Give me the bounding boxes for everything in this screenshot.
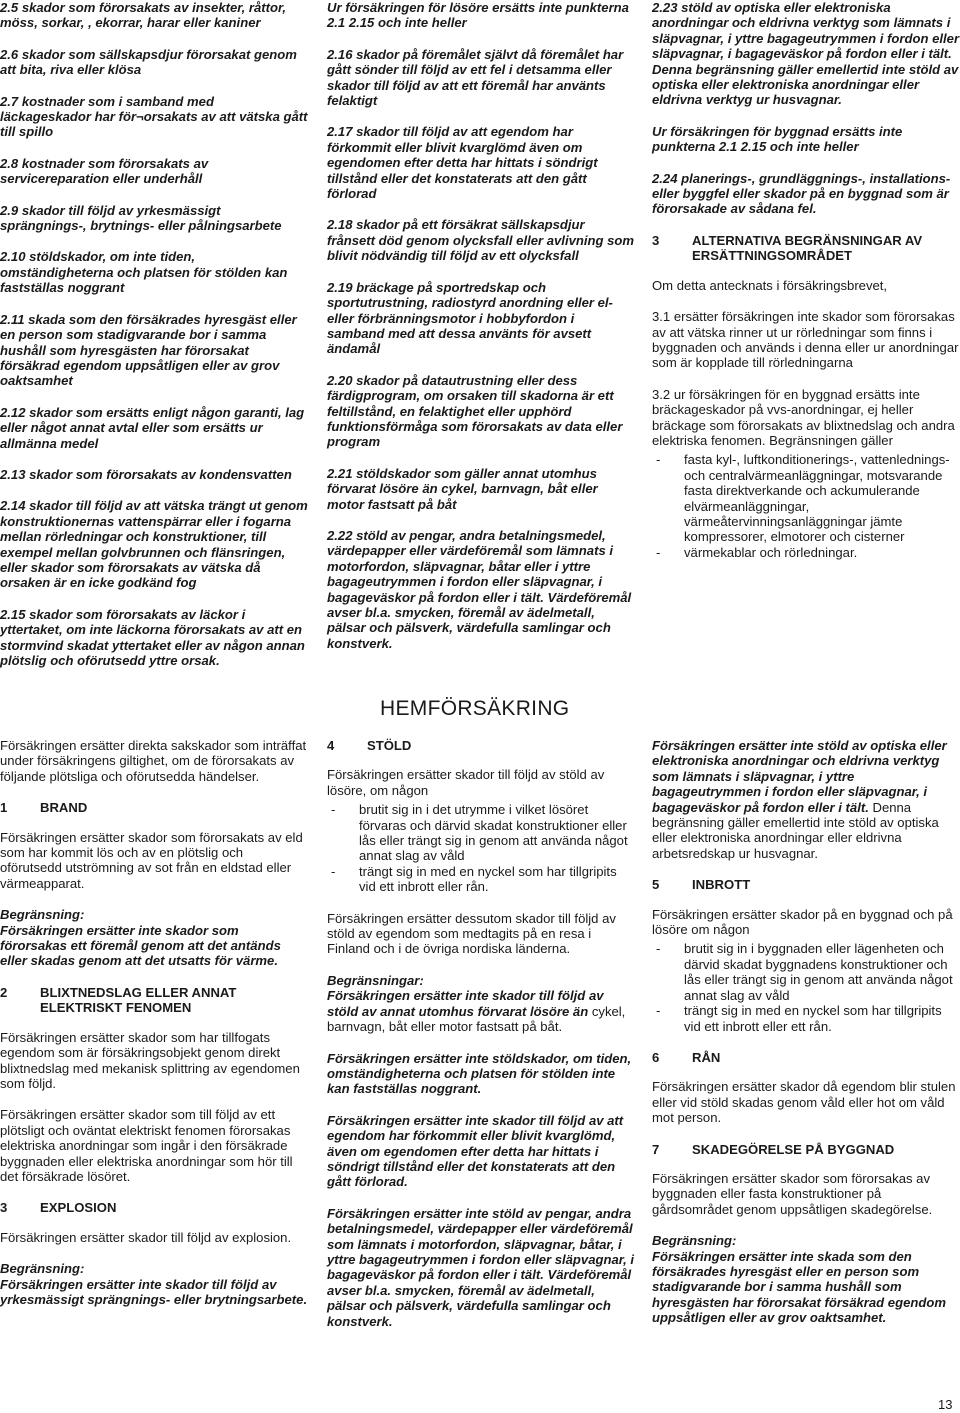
column-3	[652, 0, 960, 576]
limitation-paragraph	[652, 738, 960, 861]
section-title: STÖLD	[367, 738, 412, 753]
section-3-heading	[652, 233, 960, 264]
clause-2-15: 2.15 skador som förorsakats av läckor i yttertaket, om inte läckorna förorsakats av att en stormvind skadat yttertaket eller av någon annan plötslig och oförutsedd yttre orsak.	[0, 606, 305, 668]
clause-2-17: 2.17 skador till följd av att egendom har förkommit eller blivit kvarglömd även om egendomen efter detta har hittats i söndrigt tillstånd eller det konstaterats att den gått förlorad	[327, 124, 598, 202]
section-title: RÅN	[692, 1049, 721, 1065]
clause-2-19: 2.19 bräckage på sportredskap och sportutrustning, radiostyrd anordning eller el- eller förbränningsmotor i hobbyfordon i samband med att dessa använts för avsett ändamål	[327, 279, 613, 357]
list-item: - brutit sig in i byggnaden eller lägenheten och därvid skadat byggnadens konstruktioner och lås eller trängt sig in genom att använda något annat slag av våld	[652, 941, 960, 1003]
limitation-text: Försäkringen ersätter inte skador till följd av yrkesmässigt sprängnings- eller brytningsarbete.	[0, 1276, 308, 1307]
paragraph: Försäkringen ersätter skador till följd av explosion.	[0, 1229, 292, 1245]
paragraph: Försäkringen ersätter skador som förorsakas av byggnaden eller fasta konstruktioner på gårdsområdet genom uppsåtligen skadegörelse.	[652, 1170, 933, 1217]
limitation-label: Begränsningar:	[327, 972, 424, 988]
paragraph: Om detta antecknats i försäkringsbrevet,	[652, 277, 888, 293]
clause-2-6: 2.6 skador som sällskapsdjur förorsakat genom att bita, riva eller klösa	[0, 46, 297, 78]
clause-2-7: 2.7 kostnader som i samband med läckageskador har för¬orsakats av att vätska gått till spillo	[0, 93, 308, 140]
clause-2-18: 2.18 skador på ett försäkrat sällskapsdjur frånsett död genom olycksfall eller avlivning som blivit nödvändig till följd av ett olycksfall	[327, 217, 635, 264]
limitation-text: Försäkringen ersätter inte stöld av optiska eller elektroniska anordningar och eldrivna verktyg som lämnats i släpvagnar, i yttre bagageutrymmen i fordon eller släpvagnar, i bagageväskor på fordon eller i tält.	[652, 738, 947, 815]
clause-2-16: 2.16 skador på föremålet självt då föremålet har gått sönder till följd av ett fel i detsamma eller skador till följd av att ett föremål har använts felaktigt	[327, 46, 624, 109]
section-number: 1	[0, 800, 8, 816]
clause-2-21: 2.21 stöldskador som gäller annat utomhus förvarat lösöre än cykel, barnvagn, båt eller motor fastsatt på båt	[327, 465, 598, 512]
contents-exclusion-intro: Ur försäkringen för lösöre ersätts inte punkterna 2.1 2.15 och inte heller	[327, 0, 629, 31]
section-banner-title: HEMFÖRSÄKRING	[380, 697, 570, 720]
section-number: 4	[327, 738, 335, 753]
limitation-block	[0, 907, 308, 969]
limitation-text-plain: cykel, barnvagn, båt eller motor fastsatt på båt.	[327, 1003, 626, 1035]
list-item: - fasta kyl-, luftkonditionerings-, vattenlednings- och centralvärmeanläggningar, motsvarande fasta direktverkande och ackumulerande elvärmeanläggningar, värmeåtervinningsanläggningar jämte kompressorer, elmotorer och cisterner	[652, 452, 960, 544]
clause-2-23: 2.23 stöld av optiska eller elektroniska anordningar och eldrivna verktyg som lämnats i släpvagnar, i yttre bagageutrymmen i fordon eller släpvagnar, i bagageväskor på fordon eller i tält. Denna begränsning gäller emellertid inte stöld av optiska eller elektroniska anordningar eller eldrivna verktyg ur husvagnar.	[652, 0, 960, 108]
limitation-block	[327, 973, 635, 1035]
clause-2-24: 2.24 planerings-, grundläggnings-, installations- eller byggfel eller skador på en byggnad som är förorsakade av sådana fel.	[652, 170, 951, 217]
clause-2-10: 2.10 stöldskador, om inte tiden, omständigheterna och platsen för stölden kan fastställas noggrant	[0, 249, 288, 296]
limitation-paragraph: Försäkringen ersätter inte stöldskador, om tiden, omständigheterna och platsen för stölden inte kan fastställas noggrant.	[327, 1050, 632, 1097]
column-4	[0, 738, 308, 1323]
limitation-text: Försäkringen ersätter inte skador som förorsakas ett föremål genom att det antänds eller skadas genom att det utsatts för värme.	[0, 922, 281, 969]
section-number: 6	[652, 1049, 660, 1065]
paragraph: Försäkringen ersätter dessutom skador till följd av stöld av egendom som medtagits på en resa i Finland och i de övriga nordiska länderna.	[327, 910, 616, 957]
clause-2-11: 2.11 skada som den försäkrades hyresgäst eller en person som stadigvarande bor i samma hushåll som hyresgästen har förorsakat försäkrad egendom uppsåtligen eller av grov oaktsamhet	[0, 311, 297, 389]
section-number: 2	[0, 984, 8, 1000]
section-title: ALTERNATIVA BEGRÄNSNINGAR AV ERSÄTTNINGSOMRÅDET	[692, 232, 923, 264]
clause-2-13: 2.13 skador som förorsakats av kondensvatten	[0, 466, 292, 482]
limitation-paragraph: Försäkringen ersätter inte skador till följd av att egendom har förkommit eller blivit kvarglömd, även om egendomen efter detta har hittats i söndrigt tillstånd eller det konstaterats att den gått förlorad.	[327, 1112, 624, 1190]
limitation-text: Försäkringen ersätter inte skada som den försäkrades hyresgäst eller en person som stadigvarande bor i samma hushåll som hyresgästen har förorsakat försäkrad egendom uppsåtligen eller av grov oaktsamhet.	[652, 1248, 946, 1326]
section-number: 5	[652, 877, 660, 893]
clause-2-14: 2.14 skador till följd av att vätska trängt ut genom konstruktionernas vattenspärrar eller i fogarna mellan rörledningar och konstruktioner, till exempel mellan golvbrunnen och flänsringen, eller skador som förorsakats av vätska då orsaken är en icke godkänd fog	[0, 498, 308, 591]
clause-2-5: 2.5 skador som förorsakats av insekter, råttor, möss, sorkar, , ekorrar, harar eller kaniner	[0, 0, 287, 31]
limitation-block	[0, 1261, 308, 1307]
clause-2-9: 2.9 skador till följd av yrkesmässigt sprängnings-, brytnings- eller pålningsarbete	[0, 202, 282, 234]
section-number: 3	[0, 1200, 8, 1216]
intro-paragraph: Försäkringen ersätter direkta sakskador som inträffat under försäkringens giltighet, om de förorsakats av följande plötsliga och oförutsedda händelser.	[0, 738, 307, 784]
clause-2-22: 2.22 stöld av pengar, andra betalningsmedel, värdepapper eller värdeföremål som lämnats i motorfordon, släpvagnar, båtar eller i yttre bagageutrymmen i fordon eller släpvagnar, i bagageväskor på fordon eller i tält. Värdeföremål avser bl.a. smycken, föremål av ädelmetall, pälsar och pälsverk, värdefulla samlingar och konstverk.	[327, 527, 632, 651]
paragraph: Försäkringen ersätter skador som till följd av ett plötsligt och oväntat elektriskt fenomen förorsakas elektriska anordningar som ingår i den försäkrade byggnaden eller elektriska anordningar som hör till det försäkrade lösöret.	[0, 1107, 293, 1184]
list-item: - brutit sig in i det utrymme i vilket lösöret förvaras och därvid skadat konstruktioner eller lås eller trängt sig in genom att använda något annat slag av våld	[327, 802, 635, 864]
limitation-label: Begränsning:	[652, 1233, 737, 1249]
clause-2-12: 2.12 skador som ersätts enligt någon garanti, lag eller något annat avtal eller som ersätts ur allmänna medel	[0, 404, 305, 451]
section-title: BLIXTNEDSLAG ELLER ANNAT ELEKTRISKT FENOMEN	[40, 984, 237, 1016]
clause-2-8: 2.8 kostnader som förorsakats av servicereparation eller underhåll	[0, 155, 209, 187]
section-title: INBROTT	[692, 877, 751, 893]
section-title: BRAND	[40, 800, 88, 816]
section-2-heading	[0, 985, 308, 1016]
section-3-heading	[0, 1200, 308, 1215]
column-2	[327, 0, 635, 667]
column-6	[652, 738, 960, 1342]
paragraph: Försäkringen ersätter skador på en byggnad och på lösöre om någon	[652, 906, 953, 938]
clause-3-1: 3.1 ersätter försäkringen inte skador som förorsakas av att vätska rinner ut ur rörledningar som finns i byggnaden och används i denna eller ur anordningar som är kopplade till rörledningarna	[652, 309, 959, 371]
clause-2-20: 2.20 skador på datautrustning eller dess färdigprogram, om orsaken till skadorna är ett feltillstånd, en felaktighet eller upphörd funktionsförmåga som förorsakats av data eller program	[327, 372, 623, 450]
dash-list	[327, 802, 635, 894]
section-5-heading	[652, 877, 960, 892]
paragraph: Försäkringen ersätter skador till följd av stöld av lösöre, om någon	[327, 767, 605, 798]
building-exclusion-intro: Ur försäkringen för byggnad ersätts inte punkterna 2.1 2.15 och inte heller	[652, 123, 903, 155]
column-1	[0, 0, 308, 684]
list-item: - trängt sig in med en nyckel som har tillgripits vid ett inbrott eller rån.	[327, 864, 635, 895]
limitation-text: Försäkringen ersätter inte skador till följd av stöld av annat utomhus förvarat lösöre än	[327, 988, 604, 1019]
clause-3-2: 3.2 ur försäkringen för en byggnad ersätts inte bräckageskador på vvs-anordningar, ej heller bräckage som förorsakats av blixtnedslag och andra elektriska fenomen. Begränsningen gäller	[652, 386, 955, 448]
section-number: 3	[652, 232, 660, 248]
list-item: - trängt sig in med en nyckel som har tillgripits vid ett inbrott eller ett rån.	[652, 1003, 960, 1034]
section-7-heading	[652, 1142, 960, 1157]
paragraph: Försäkringen ersätter skador som förorsakats av eld som har kommit lös och av en plötslig och oförutsedd utströmning av sot från en eldstad eller värmeapparat.	[0, 829, 303, 891]
section-title: EXPLOSION	[40, 1200, 117, 1216]
limitation-label: Begränsning:	[0, 1261, 85, 1277]
column-5	[327, 738, 635, 1345]
dash-list	[652, 452, 960, 560]
list-item: - värmekablar och rörledningar.	[652, 545, 960, 560]
paragraph: Försäkringen ersätter skador som har tillfogats egendom som är försäkringsobjekt genom direkt blixtnedslag med mekanisk splittring av egendomen som följd.	[0, 1029, 300, 1091]
limitation-block	[652, 1233, 960, 1325]
section-6-heading	[652, 1050, 960, 1065]
section-title: SKADEGÖRELSE PÅ BYGGNAD	[692, 1141, 895, 1157]
limitation-paragraph: Försäkringen ersätter inte stöld av pengar, andra betalningsmedel, värdepapper eller värdeföremål som lämnats i motorfordon, släpvagnar, båtar, i yttre bagageutrymmen i fordon eller släpvagnar, i bagageväskor på fordon eller i tält. Värdeföremål avser bl.a. smycken, föremål av ädelmetall, pälsar och pälsverk, värdefulla samlingar och konstverk.	[327, 1205, 635, 1329]
limitation-label: Begränsning:	[0, 907, 85, 923]
paragraph: Försäkringen ersätter skador då egendom blir stulen eller vid stöld skadas genom våld eller hot om våld mot person.	[652, 1079, 956, 1126]
limitation-text-plain: Denna begränsning gäller emellertid inte stöld av optiska eller elektroniska anordningar eller eldrivna arbetsredskap ur husvagnar.	[652, 799, 939, 861]
dash-list	[652, 941, 960, 1033]
section-number: 7	[652, 1141, 660, 1157]
page-number: 13	[938, 1397, 953, 1412]
section-1-heading	[0, 800, 308, 815]
section-4-heading	[327, 738, 635, 753]
